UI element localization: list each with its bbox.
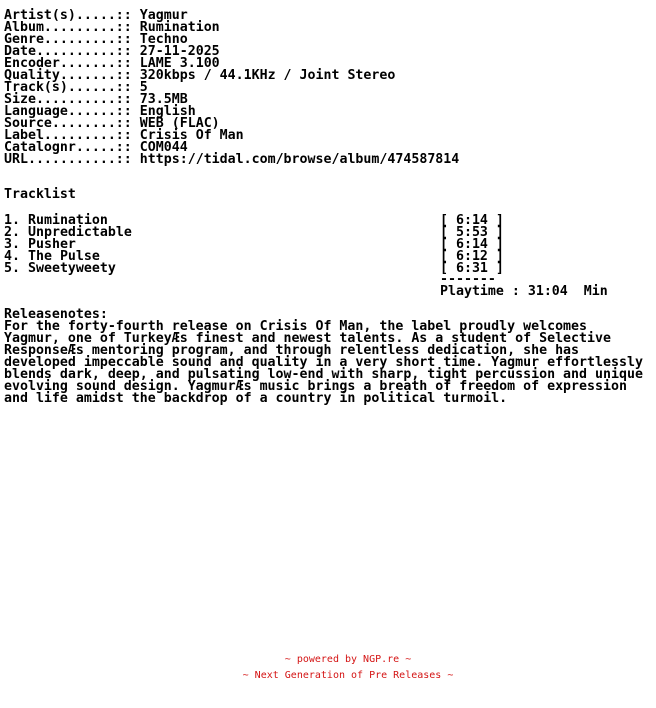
track-duration: [ 5:53 ] <box>440 225 504 240</box>
info-value: LAME 3.100 <box>139 56 220 71</box>
info-label: Language......:: <box>4 104 132 119</box>
playtime-total: Playtime : 31:04 Min <box>440 284 608 299</box>
track-number: 2. <box>4 225 20 240</box>
info-value: Crisis Of Man <box>139 128 244 143</box>
releasenotes-heading: Releasenotes: <box>4 307 108 322</box>
info-value: 320kbps / 44.1KHz / Joint Stereo <box>139 68 396 83</box>
info-label: URL...........:: <box>4 152 132 167</box>
footer-tagline: ~ Next Generation of Pre Releases ~ <box>242 670 454 681</box>
tracklist <box>4 215 652 275</box>
footer-powered-by: ~ powered by NGP.re ~ <box>284 654 412 665</box>
track-row <box>4 239 652 251</box>
info-row-url <box>4 154 459 166</box>
info-label: Encoder.......:: <box>4 56 132 71</box>
track-title: Sweetyweety <box>28 261 116 276</box>
releasenotes-line: For the forty-fourth release on Crisis Of Man, the label proudly welcomes <box>4 319 588 334</box>
info-value: Techno <box>139 32 188 47</box>
releasenotes <box>4 321 643 405</box>
track-number: 5. <box>4 261 20 276</box>
playtime-separator: ------- <box>440 272 496 287</box>
info-label: Date..........:: <box>4 44 132 59</box>
releasenotes-line: developed impeccable sound and quality in a very short time. Yagmur effortlessly <box>4 355 643 370</box>
releasenotes-line: blends dark, deep, and pulsating low-end with sharp, tight percussion and unique <box>4 367 643 382</box>
info-value: English <box>139 104 196 119</box>
info-value: COM044 <box>139 140 188 155</box>
track-title: Pusher <box>28 237 76 252</box>
info-label: Catalognr.....:: <box>4 140 132 155</box>
info-value: Rumination <box>139 20 220 35</box>
info-value: WEB (FLAC) <box>139 116 220 131</box>
info-label: Source........:: <box>4 116 132 131</box>
track-duration: [ 6:31 ] <box>440 261 504 276</box>
track-title: Unpredictable <box>28 225 132 240</box>
info-label: Album.........:: <box>4 20 132 35</box>
track-duration: [ 6:12 ] <box>440 249 504 264</box>
album-url: https://tidal.com/browse/album/474587814 <box>139 152 460 167</box>
track-number: 3. <box>4 237 20 252</box>
releasenotes-line: Yagmur, one of TurkeyÆs finest and newest talents. As a student of Selective <box>4 331 611 346</box>
releasenotes-line: and life amidst the backdrop of a country in political turmoil. <box>4 391 508 406</box>
track-title: The Pulse <box>28 249 100 264</box>
track-number: 1. <box>4 213 20 228</box>
info-label: Quality.......:: <box>4 68 132 83</box>
track-title: Rumination <box>28 213 108 228</box>
info-label: Genre.........:: <box>4 32 132 47</box>
release-info <box>4 10 459 166</box>
info-value: 27-11-2025 <box>139 44 220 59</box>
track-row <box>4 263 652 275</box>
track-duration: [ 6:14 ] <box>440 237 504 252</box>
info-value: Yagmur <box>139 8 188 23</box>
info-label: Track(s)......:: <box>4 80 132 95</box>
info-value: 73.5MB <box>139 92 188 107</box>
info-label: Size..........:: <box>4 92 132 107</box>
tracklist-heading: Tracklist <box>4 187 76 202</box>
info-label: Label.........:: <box>4 128 132 143</box>
info-value: 5 <box>139 80 148 95</box>
releasenotes-line: ResponseÆs mentoring program, and through relentless dedication, she has <box>4 343 580 358</box>
track-number: 4. <box>4 249 20 264</box>
releasenotes-line: evolving sound design. YagmurÆs music brings a breath of freedom of expression <box>4 379 627 394</box>
info-label: Artist(s).....:: <box>4 8 132 23</box>
track-duration: [ 6:14 ] <box>440 213 504 228</box>
track-row <box>4 227 652 239</box>
